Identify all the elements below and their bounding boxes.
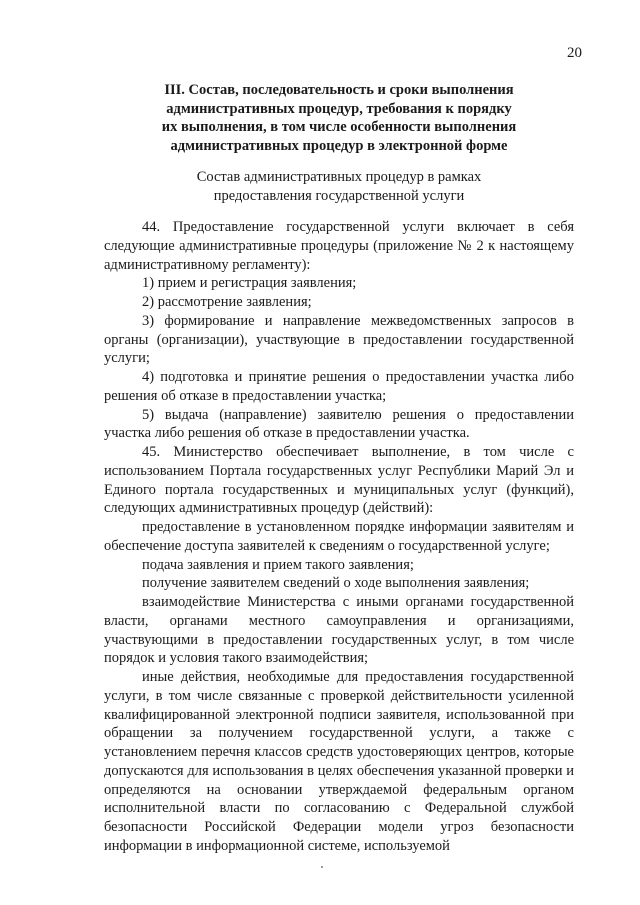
procedure-item: взаимодействие Министерства с иными органами государственной власти, органами местного самоуправления и организациями, участвующими в предоставлении государственных услуг, в том числе порядок и условия такого взаимодействия; — [104, 594, 574, 667]
page-number: 20 — [567, 45, 582, 61]
heading-line: их выполнения, в том числе особенности выполнения — [161, 119, 517, 135]
list-item-5: 5) выдача (направление) заявителю решения о предоставлении участка либо решения об отказе в предоставлении участка. — [104, 406, 574, 442]
scan-speck — [321, 866, 323, 868]
paragraph-44: 44. Предоставление государственной услуги включает в себя следующие административные процедуры (приложение № 2 к настоящему административному регламенту): — [104, 219, 574, 273]
subsection-heading — [104, 168, 574, 205]
subheading-line: предоставления государственной услуги — [213, 187, 465, 204]
list-item-3: 3) формирование и направление межведомственных запросов в органы (организации), участвующие в предоставлении государственной услуги; — [104, 312, 574, 367]
procedure-item: подача заявления и прием такого заявления; — [142, 556, 414, 573]
paragraph-45: 45. Министерство обеспечивает выполнение, в том числе с использованием Портала государственных услуг Республики Марий Эл и Единого портала государственных и муниципальных услуг (функций), следующих административных процедур (действий): — [104, 444, 574, 517]
list-item-4: 4) подготовка и принятие решения о предоставлении участка либо решения об отказе в предоставлении участка; — [104, 369, 574, 404]
heading-line: административных процедур в электронной форме — [170, 137, 508, 154]
procedure-item: получение заявителем сведений о ходе выполнения заявления; — [142, 575, 530, 592]
list-item-2: 2) рассмотрение заявления; — [142, 294, 312, 310]
subheading-line: Состав административных процедур в рамках — [196, 169, 482, 185]
heading-line: III. Состав, последовательность и сроки выполнения — [164, 82, 514, 98]
section-heading — [104, 81, 574, 155]
procedure-item: иные действия, необходимые для предоставления государственной услуги, в том числе связанные с проверкой действительности усиленной квалифицированной электронной подписи заявителя, использованной при обращении за получением государственной услуги, а также с установлением перечня классов средств удостоверяющих центров, которые допускаются для использования в целях обеспечения указанной проверки и определяются на основании утверждаемой федеральным органом исполнительной власти по согласованию с Федеральной службой безопасности Российской Федерации модели угроз безопасности информации в информационной системе, используемой — [104, 669, 574, 854]
procedure-item: предоставление в установленном порядке информации заявителям и обеспечение доступа заявителей к сведениям о государственной услуге; — [104, 519, 574, 554]
heading-line: административных процедур, требования к порядку — [166, 100, 512, 117]
body-text — [104, 218, 574, 856]
list-item-1: 1) прием и регистрация заявления; — [142, 275, 357, 292]
